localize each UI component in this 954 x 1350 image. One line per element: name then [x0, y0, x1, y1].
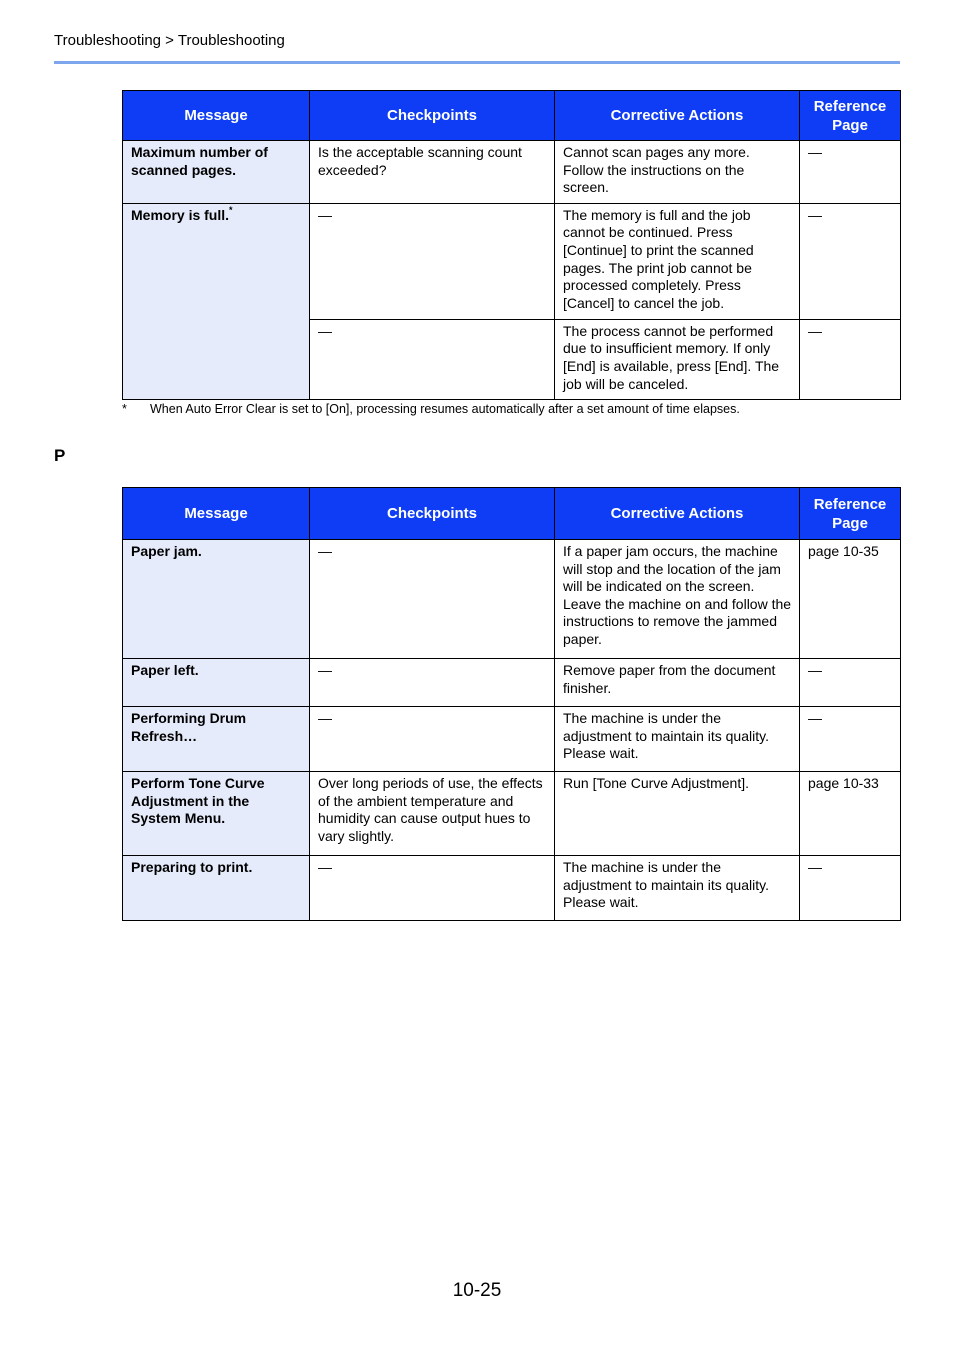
- message-cell: [123, 203, 310, 399]
- actions-cell: If a paper jam occurs, the machine will stop and the location of the jam will be indicated on the screen. Leave the machine on and follow the instructions to remove the jammed paper.: [555, 540, 800, 659]
- checkpoints-cell: —: [310, 659, 555, 707]
- section-letter: P: [54, 446, 66, 465]
- reference-cell: —: [800, 659, 901, 707]
- checkpoints-cell: —: [310, 856, 555, 921]
- header-reference-page: Reference Page: [800, 488, 901, 540]
- checkpoints-cell: —: [310, 319, 555, 399]
- actions-cell: Cannot scan pages any more. Follow the instructions on the screen.: [555, 141, 800, 204]
- checkpoints-cell: Is the acceptable scanning count exceeded?: [310, 141, 555, 204]
- table-row: [123, 203, 901, 319]
- message-cell: Performing Drum Refresh…: [123, 707, 310, 772]
- message-table-p: [122, 487, 901, 921]
- header-rule: [54, 61, 900, 64]
- header-corrective-actions: Corrective Actions: [555, 91, 800, 141]
- message-text: Memory is full.: [131, 206, 230, 223]
- actions-cell: The machine is under the adjustment to maintain its quality. Please wait.: [555, 856, 800, 921]
- table-header-row: [123, 91, 901, 141]
- table-row: [123, 772, 901, 856]
- checkpoints-cell: Over long periods of use, the effects of the ambient temperature and humidity can cause output hues to vary slightly.: [310, 772, 555, 856]
- reference-cell: —: [800, 707, 901, 772]
- message-cell: Paper left.: [123, 659, 310, 707]
- table-row: [123, 141, 901, 204]
- reference-cell: —: [800, 141, 901, 204]
- actions-cell: Run [Tone Curve Adjustment].: [555, 772, 800, 856]
- footnote-text: When Auto Error Clear is set to [On], processing resumes automatically after a set amount of time elapses.: [150, 402, 740, 416]
- page-number: 10-25: [452, 1280, 502, 1301]
- actions-cell: The memory is full and the job cannot be continued. Press [Continue] to print the scanned pages. The print job cannot be processed completely. Press [Cancel] to cancel the job.: [555, 203, 800, 319]
- footnote-star: *: [122, 402, 127, 416]
- checkpoints-cell: —: [310, 203, 555, 319]
- header-checkpoints: Checkpoints: [310, 91, 555, 141]
- breadcrumb: Troubleshooting > Troubleshooting: [54, 32, 285, 49]
- table-row: [123, 659, 901, 707]
- table-header-row: [123, 488, 901, 540]
- actions-cell: The process cannot be performed due to insufficient memory. If only [End] is available, press [End]. The job will be canceled.: [555, 319, 800, 399]
- header-reference-page: Reference Page: [800, 91, 901, 141]
- header-message: Message: [123, 91, 310, 141]
- header-corrective-actions: Corrective Actions: [555, 488, 800, 540]
- footnote-mark: *: [229, 205, 233, 216]
- message-table-memory: [122, 90, 901, 400]
- table-row: [123, 540, 901, 659]
- footnote: [122, 402, 740, 416]
- actions-cell: Remove paper from the document finisher.: [555, 659, 800, 707]
- reference-cell: —: [800, 319, 901, 399]
- actions-cell: The machine is under the adjustment to maintain its quality. Please wait.: [555, 707, 800, 772]
- table-row: [123, 856, 901, 921]
- reference-cell: page 10-35: [800, 540, 901, 659]
- message-cell: Paper jam.: [123, 540, 310, 659]
- header-checkpoints: Checkpoints: [310, 488, 555, 540]
- reference-cell: —: [800, 856, 901, 921]
- checkpoints-cell: —: [310, 707, 555, 772]
- reference-cell: page 10-33: [800, 772, 901, 856]
- table-row: [123, 707, 901, 772]
- message-cell: Maximum number of scanned pages.: [123, 141, 310, 204]
- message-cell: Preparing to print.: [123, 856, 310, 921]
- checkpoints-cell: —: [310, 540, 555, 659]
- reference-cell: —: [800, 203, 901, 319]
- message-cell: Perform Tone Curve Adjustment in the System Menu.: [123, 772, 310, 856]
- header-message: Message: [123, 488, 310, 540]
